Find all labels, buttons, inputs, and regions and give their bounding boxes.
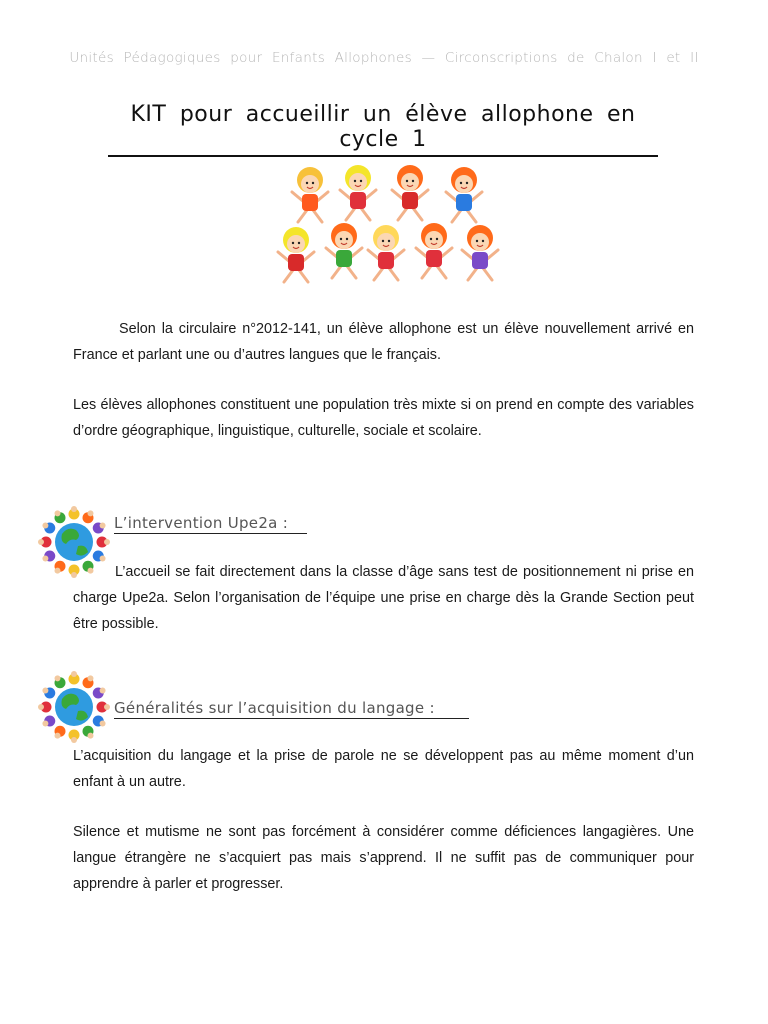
- intro-paragraph-1: Selon la circulaire n°2012-141, un élève allophone est un élève nouvellement arrivé en France et parlant une ou d’autres langues que le français.: [73, 321, 694, 363]
- globe-children-icon: [38, 671, 110, 743]
- page-header: Unités Pédagogiques pour Enfants Allophones — Circonscriptions de Chalon I et II: [69, 50, 699, 66]
- section-heading-langage: Généralités sur l’acquisition du langage :: [114, 699, 469, 719]
- section2-paragraph-1: L’acquisition du langage et la prise de parole ne se développent pas au même moment d’un enfant à un autre.: [73, 748, 694, 790]
- page-title: KIT pour accueillir un élève allophone en cycle 1: [108, 102, 658, 157]
- intro-paragraph-2: Les élèves allophones constituent une population très mixte si on prend en compte des variables d’ordre géographique, linguistique, culturelle, sociale et scolaire.: [73, 397, 694, 439]
- children-illustration: [276, 156, 506, 288]
- section2-paragraph-2: Silence et mutisme ne sont pas forcément à considérer comme déficiences langagières. Une langue étrangère ne s’acquiert pas mais s’apprend. Il ne suffit pas de communiquer pour apprendre à parler et progresser.: [73, 824, 694, 892]
- section-heading-intervention: L’intervention Upe2a :: [114, 514, 307, 534]
- section1-paragraph: L’accueil se fait directement dans la classe d’âge sans test de positionnement ni prise en charge Upe2a. Selon l’organisation de l’équipe une prise en charge dès la Grande Section peut être possible.: [73, 564, 694, 632]
